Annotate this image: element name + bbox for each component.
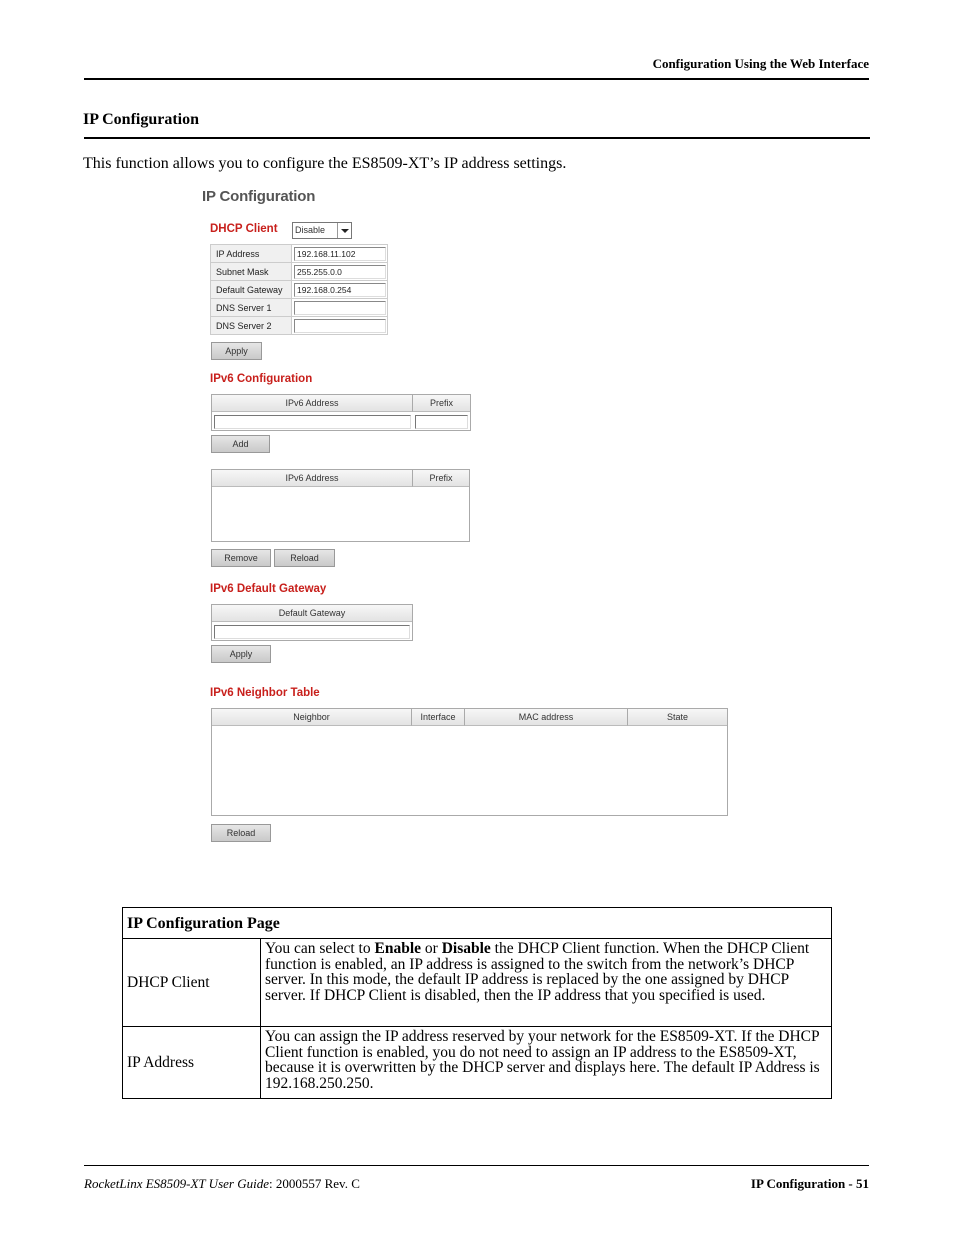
ip-address-label: IP Address [211,245,292,263]
table-row [123,939,832,1027]
footer-guide-title: RocketLinx ES8509-XT User Guide: 2000557 Rev. C [84,1176,360,1191]
dhcp-client-value: Disable [295,225,326,235]
neighbor-header: Neighbor [212,709,412,726]
default-gateway-input[interactable]: 192.168.0.254 [294,283,386,297]
ip-configuration-page-table [122,907,832,1099]
dns-server-1-label: DNS Server 1 [211,299,292,317]
dhcp-client-select[interactable] [292,222,352,239]
table-row [123,1027,832,1099]
row-description: You can assign the IP address reserved by your network for the ES8509-XT. If the DHCP Client function is enabled, you do not need to assign an IP address to the ES8509-XT, because it is overwritten by the DHCP server and displays here. The default IP Address is 192.168.250.250. [261,1027,832,1099]
enable-term: Enable [374,940,422,957]
default-gateway-label: Default Gateway [211,281,292,299]
reload-button[interactable]: Reload [274,549,335,567]
ipv6-neighbor-table-label: IPv6 Neighbor Table [210,687,320,699]
dns-server-2-input[interactable] [294,319,386,333]
dns-server-2-label: DNS Server 2 [211,317,292,335]
ipv6-address-list [211,469,470,542]
ip-configuration-screenshot [190,183,750,848]
add-button[interactable]: Add [211,435,270,453]
ipv6-add-table [211,394,471,431]
ipv6-gateway-table [211,604,413,641]
ipv6-default-gateway-label: IPv6 Default Gateway [210,583,327,595]
remove-button[interactable]: Remove [211,549,271,567]
ipv6-configuration-label: IPv6 Configuration [210,373,313,385]
row-term: IP Address [123,1027,261,1099]
ipv6-gateway-input[interactable] [214,625,410,639]
footer-rule [84,1165,869,1166]
section-rule [84,137,870,139]
dns-server-1-input[interactable] [294,301,386,315]
prefix-header: Prefix [413,395,470,412]
chevron-down-icon[interactable] [337,223,351,238]
dhcp-client-label: DHCP Client [210,223,278,235]
subnet-mask-input[interactable]: 255.255.0.0 [294,265,386,279]
running-header: Configuration Using the Web Interface [652,56,869,71]
screenshot-title: IP Configuration [202,188,316,205]
section-title: IP Configuration [83,111,200,128]
ipv6-address-header: IPv6 Address [212,470,413,487]
ipv6-address-header: IPv6 Address [212,395,413,412]
state-header: State [628,709,727,726]
ipv6-address-input[interactable] [214,415,411,429]
ipv6-neighbor-table [211,708,728,816]
apply-button[interactable]: Apply [211,342,262,360]
table-title: IP Configuration Page [123,908,832,939]
row-term: DHCP Client [123,939,261,1027]
ip-settings-form [210,244,388,335]
header-rule [84,78,869,80]
intro-paragraph: This function allows you to configure the ES8509-XT’s IP address settings. [83,155,567,172]
ipv6-prefix-input[interactable] [415,415,468,429]
neighbor-reload-button[interactable]: Reload [211,824,271,842]
disable-term: Disable [441,940,491,957]
row-description: You can select to Enable or Disable the DHCP Client function. When the DHCP Client function is enabled, an IP address is assigned to the switch from the network’s DHCP server. In this mode, the default IP address is replaced by the one assigned by DHCP server. If DHCP Client is disabled, then the IP address that you specified is used. [261,939,832,1027]
gateway-apply-button[interactable]: Apply [211,645,271,663]
ip-address-input[interactable]: 192.168.11.102 [294,247,386,261]
prefix-header: Prefix [413,470,469,487]
subnet-mask-label: Subnet Mask [211,263,292,281]
default-gateway-header: Default Gateway [212,605,412,622]
mac-address-header: MAC address [465,709,628,726]
interface-header: Interface [412,709,465,726]
footer-page-number: IP Configuration - 51 [750,1176,869,1191]
